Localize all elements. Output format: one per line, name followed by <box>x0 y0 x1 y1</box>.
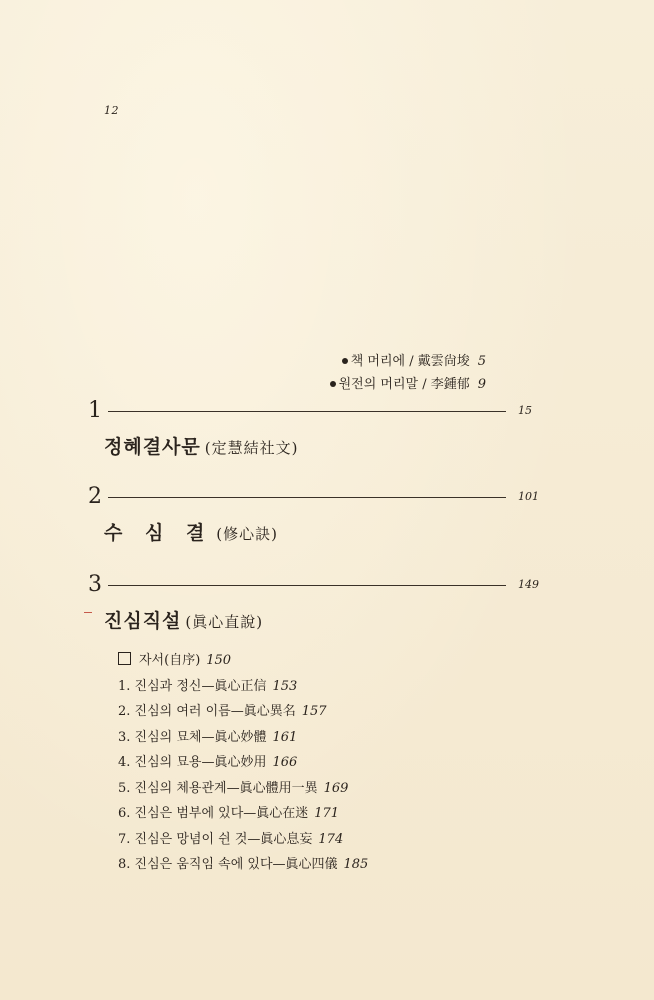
toc-item <box>118 750 368 776</box>
intro-item-page: 5 <box>477 354 486 369</box>
section-title-hanja: (定慧結社文) <box>204 439 299 457</box>
section-title-korean: 진심직설 <box>104 610 182 632</box>
intro-item-page: 9 <box>477 377 486 392</box>
toc-item <box>118 852 368 878</box>
square-icon <box>118 652 131 665</box>
toc-item-page: 153 <box>272 678 298 694</box>
section-divider <box>108 497 506 498</box>
section-3 <box>88 572 538 633</box>
toc-item-page: 161 <box>272 729 298 745</box>
toc-item-text: 3. 진심의 묘체—眞心妙體 <box>118 729 267 745</box>
intro-item-original-preface <box>330 373 486 396</box>
section-title-korean: 정혜결사문 <box>104 436 201 458</box>
toc-item-page: 150 <box>206 653 232 668</box>
toc-item-page: 174 <box>318 831 344 847</box>
toc-item <box>118 725 368 751</box>
intro-item-preface <box>330 350 486 373</box>
section-heading <box>88 572 538 598</box>
toc-item-page: 157 <box>301 704 327 719</box>
section-heading <box>88 484 538 510</box>
toc-item-text: 자서(自序) <box>139 653 201 668</box>
section-3-contents <box>118 648 368 878</box>
section-page: 149 <box>518 578 539 591</box>
toc-item-text: 2. 진심의 여러 이름—眞心異名 <box>118 704 296 719</box>
bullet-icon <box>342 358 348 364</box>
section-number: 3 <box>88 572 102 597</box>
toc-item <box>118 699 368 725</box>
toc-item-text: 5. 진심의 체용관계—眞心體用一異 <box>118 780 318 796</box>
toc-item-page: 171 <box>314 806 340 821</box>
toc-item-text: 8. 진심은 움직임 속에 있다—眞心四儀 <box>118 857 338 872</box>
toc-item <box>118 827 368 853</box>
section-title <box>104 432 538 459</box>
toc-item-text: 1. 진심과 정신—眞心正信 <box>118 678 267 694</box>
toc-item-page: 169 <box>323 780 349 796</box>
section-page: 15 <box>518 404 532 417</box>
intro-item-text: 책 머리에 / 戴雲尙埈 <box>350 354 470 369</box>
page-number: 12 <box>104 104 119 117</box>
toc-item-preface <box>118 648 368 674</box>
section-number: 1 <box>88 398 102 423</box>
section-heading <box>88 398 538 424</box>
section-page: 101 <box>518 490 539 503</box>
section-title <box>104 606 538 633</box>
bullet-icon <box>330 381 336 387</box>
section-title-hanja: (修心訣) <box>216 525 279 543</box>
section-title-korean: 수 심 결 <box>104 522 213 544</box>
ink-mark <box>84 612 92 613</box>
toc-item <box>118 674 368 700</box>
toc-item-text: 6. 진심은 범부에 있다—眞心在迷 <box>118 806 309 821</box>
section-2 <box>88 484 538 545</box>
toc-item <box>118 776 368 802</box>
section-number: 2 <box>88 484 102 509</box>
toc-item-page: 166 <box>272 755 298 770</box>
toc-item-text: 4. 진심의 묘용—眞心妙用 <box>118 755 267 770</box>
intro-list <box>330 350 486 396</box>
section-divider <box>108 585 506 586</box>
toc-item <box>118 801 368 827</box>
toc-item-text: 7. 진심은 망념이 쉰 것—眞心息妄 <box>118 831 313 847</box>
section-title-hanja: (眞心直說) <box>185 613 264 631</box>
section-title <box>104 518 538 545</box>
section-divider <box>108 411 506 412</box>
intro-item-text: 원전의 머리말 / 李鍾郁 <box>338 377 470 392</box>
section-1 <box>88 398 538 459</box>
toc-item-page: 185 <box>343 857 369 872</box>
